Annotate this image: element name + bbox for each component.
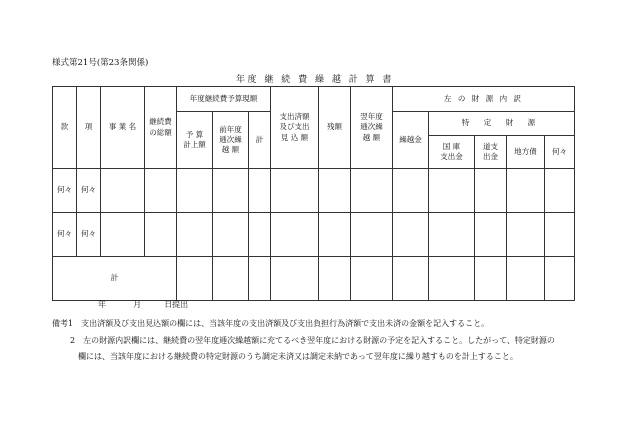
header-kokuto: 国 庫 支出金 — [429, 136, 475, 169]
cell — [101, 213, 145, 257]
cell — [429, 169, 475, 213]
header-budget-group: 年度継続費予算現額 — [177, 87, 271, 112]
cell — [271, 257, 319, 301]
header-kan: 款 — [53, 87, 77, 169]
header-doshishutsu: 道支 出金 — [475, 136, 507, 169]
cell — [475, 213, 507, 257]
cell — [319, 257, 351, 301]
cell — [393, 213, 429, 257]
row-kan: 何々 — [53, 213, 77, 257]
submission-date — [98, 299, 188, 310]
total-label: 計 — [53, 257, 177, 301]
cell — [351, 257, 393, 301]
table-row — [53, 213, 575, 257]
cell — [507, 257, 545, 301]
date-day: 日提出 — [164, 300, 189, 309]
cell — [393, 257, 429, 301]
header-tokutei: 特 定 財 源 — [429, 112, 575, 136]
cell — [393, 169, 429, 213]
cell — [145, 169, 177, 213]
cell — [545, 169, 575, 213]
date-year: 年 — [98, 300, 106, 309]
header-yokunendo: 翌年度 逓次繰 越 額 — [351, 87, 393, 169]
header-shishutsu: 支出済額 及び支出 見 込 額 — [271, 87, 319, 169]
cell — [271, 213, 319, 257]
cell — [177, 257, 213, 301]
cell — [213, 257, 249, 301]
cell — [177, 213, 213, 257]
header-yosan-keijo: 予 算 計上額 — [177, 112, 213, 169]
date-month: 月 — [133, 300, 142, 309]
header-zennendo: 前年度 逓次繰 越 額 — [213, 112, 249, 169]
note-2: 2 左の財源内訳欄には、継続費の翌年度逓次繰越額に充てるべき翌年度における財源の予定を記入すること。したがって、特定財源の — [70, 336, 555, 345]
note-1: 備考1 支出済額及び支出見込額の欄には、当該年度の支出済額及び支出負担行為済額で支出未済の金額を記入すること。 — [52, 319, 490, 328]
header-kei: 計 — [249, 112, 271, 169]
cell — [475, 169, 507, 213]
cell — [545, 213, 575, 257]
cell — [213, 169, 249, 213]
cell — [507, 169, 545, 213]
cell — [249, 169, 271, 213]
cell — [271, 169, 319, 213]
cell — [351, 213, 393, 257]
header-zangaku: 残額 — [319, 87, 351, 169]
cell — [429, 257, 475, 301]
header-kurikoshi: 繰越金 — [393, 112, 429, 169]
row-kan: 何々 — [53, 169, 77, 213]
row-kou: 何々 — [77, 169, 101, 213]
header-keizoku-total: 継続費 の総額 — [145, 87, 177, 169]
cell — [507, 213, 545, 257]
cell — [101, 169, 145, 213]
row-kou: 何々 — [77, 213, 101, 257]
document-title: 年度 継 続 費 繰 越 計 算 書 — [236, 75, 394, 85]
header-zaigen-group: 左 の 財 源 内 訳 — [393, 87, 575, 112]
carryover-table — [52, 86, 575, 301]
cell — [177, 169, 213, 213]
header-kou: 項 — [77, 87, 101, 169]
cell — [249, 257, 271, 301]
cell — [319, 213, 351, 257]
cell — [429, 213, 475, 257]
header-nannan: 何々 — [545, 136, 575, 169]
form-number: 様式第21号(第23条関係) — [52, 58, 149, 68]
cell — [351, 169, 393, 213]
cell — [545, 257, 575, 301]
header-jigyo: 事 業 名 — [101, 87, 145, 169]
table-row — [53, 169, 575, 213]
cell — [213, 213, 249, 257]
total-row — [53, 257, 575, 301]
cell — [249, 213, 271, 257]
header-chihosai: 地方債 — [507, 136, 545, 169]
cell — [145, 213, 177, 257]
cell — [319, 169, 351, 213]
cell — [475, 257, 507, 301]
note-2-continued: 欄には、当該年度における継続費の特定財源のうち調定未済又は調定未納であって翌年度に繰り越すものを計上すること。 — [78, 352, 518, 361]
